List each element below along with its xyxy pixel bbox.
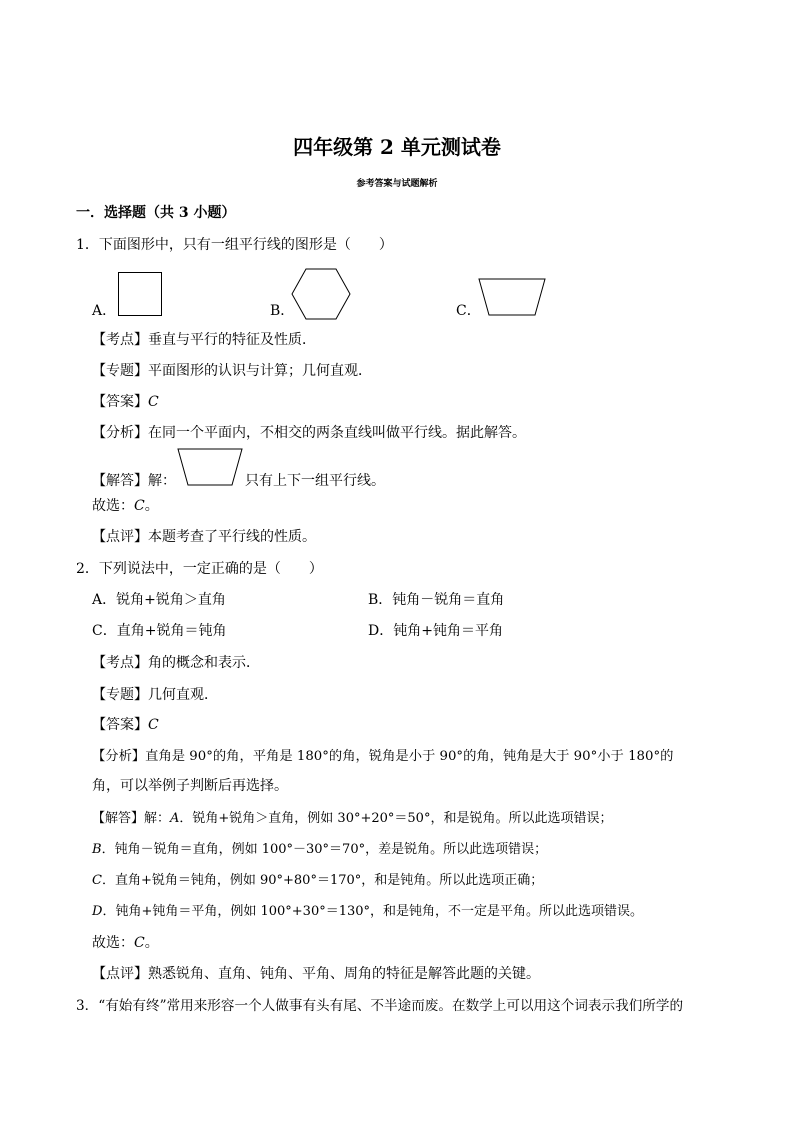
hexagon-figure: [291, 268, 351, 320]
answer-value: C: [148, 717, 159, 733]
answer-label: 【答案】: [92, 394, 148, 410]
q1-kaodian: 【考点】垂直与平行的特征及性质．: [92, 332, 316, 348]
guxuan-label: 故选：: [92, 498, 134, 514]
guxuan-label: 故选：: [92, 935, 134, 951]
square-figure: [118, 272, 162, 316]
trapezoid-figure: [478, 278, 546, 316]
page-subtitle: 参考答案与试题解析: [356, 179, 438, 189]
answer-value: C: [148, 394, 159, 410]
jieda-b-text: ．钝角－锐角＝直角，例如 100°－30°＝70°，差是锐角。所以此选项错误；: [101, 842, 548, 857]
q1-jieda-label: 【解答】解：: [92, 473, 176, 489]
q2-option-b: B．钝角－锐角＝直角: [368, 592, 505, 608]
section-heading: 一．选择题（共 3 小题）: [76, 205, 236, 221]
q2-zhuanti: 【专题】几何直观．: [92, 687, 218, 703]
guxuan-value: C: [134, 935, 145, 951]
jieda-d-letter: D: [92, 904, 103, 919]
q1-guxuan: [92, 497, 159, 515]
q2-answer: [92, 716, 159, 734]
answer-label: 【答案】: [92, 717, 148, 733]
q2-jieda-d: [92, 903, 643, 921]
q2-option-a: A．锐角+锐角＞直角: [92, 592, 226, 608]
q1-jieda-text: 只有上下一组平行线。: [245, 473, 385, 489]
q2-kaodian: 【考点】角的概念和表示．: [92, 655, 260, 671]
page-title: 四年级第 2 单元测试卷: [293, 135, 501, 159]
q1-fenxi: 【分析】在同一个平面内，不相交的两条直线叫做平行线。据此解答。: [92, 425, 526, 441]
guxuan-value: C: [134, 498, 145, 514]
jieda-label: 【解答】解：: [92, 811, 171, 826]
question-2-stem: 2．下列说法中，一定正确的是（ ）: [76, 561, 323, 577]
jieda-c-text: ．直角+锐角＝钝角，例如 90°+80°＝170°，和是钝角。所以此选项正确；: [101, 873, 544, 888]
q1-answer: [92, 393, 159, 411]
guxuan-suffix: 。: [144, 498, 159, 514]
q1-option-c-label: C．: [456, 303, 481, 319]
question-1-stem: 1．下面图形中，只有一组平行线的图形是（ ）: [76, 237, 393, 253]
trapezoid-figure-solution: [177, 448, 243, 486]
q1-option-a-label: A．: [92, 303, 117, 319]
q2-guxuan: [92, 934, 159, 952]
q2-dianping: 【点评】熟悉锐角、直角、钝角、平角、周角的特征是解答此题的关键。: [92, 966, 540, 982]
jieda-d-text: ．钝角+钝角＝平角，例如 100°+30°＝130°，和是钝角，不一定是平角。所以此选项错误。: [102, 904, 644, 919]
q2-option-c: C．直角+锐角＝钝角: [92, 623, 227, 639]
q2-jieda-a: [92, 810, 612, 828]
question-3-stem: 3．“有始有终”常用来形容一个人做事有头有尾、不半途而废。在数学上可以用这个词表示我们所学的: [76, 998, 684, 1014]
jieda-a-text: ．锐角+锐角＞直角，例如 30°+20°＝50°，和是锐角。所以此选项错误；: [179, 811, 613, 826]
q2-fenxi-line2: 角，可以举例子判断后再选择。: [92, 778, 288, 794]
q2-fenxi-line1: 【分析】直角是 90°的角，平角是 180°的角，锐角是小于 90°的角，钝角是大于 90°小于 180°的: [92, 749, 674, 764]
q2-option-d: D．钝角+钝角＝平角: [368, 623, 503, 639]
jieda-c-letter: C: [92, 873, 102, 888]
q1-dianping: 【点评】本题考查了平行线的性质。: [92, 529, 316, 545]
jieda-a-letter: A: [170, 811, 180, 826]
q2-jieda-b: [92, 841, 547, 859]
q2-jieda-c: [92, 872, 543, 890]
guxuan-suffix: 。: [144, 935, 159, 951]
jieda-b-letter: B: [92, 842, 102, 857]
q1-option-b-label: B．: [270, 303, 295, 319]
q1-zhuanti: 【专题】平面图形的认识与计算；几何直观．: [92, 363, 372, 379]
